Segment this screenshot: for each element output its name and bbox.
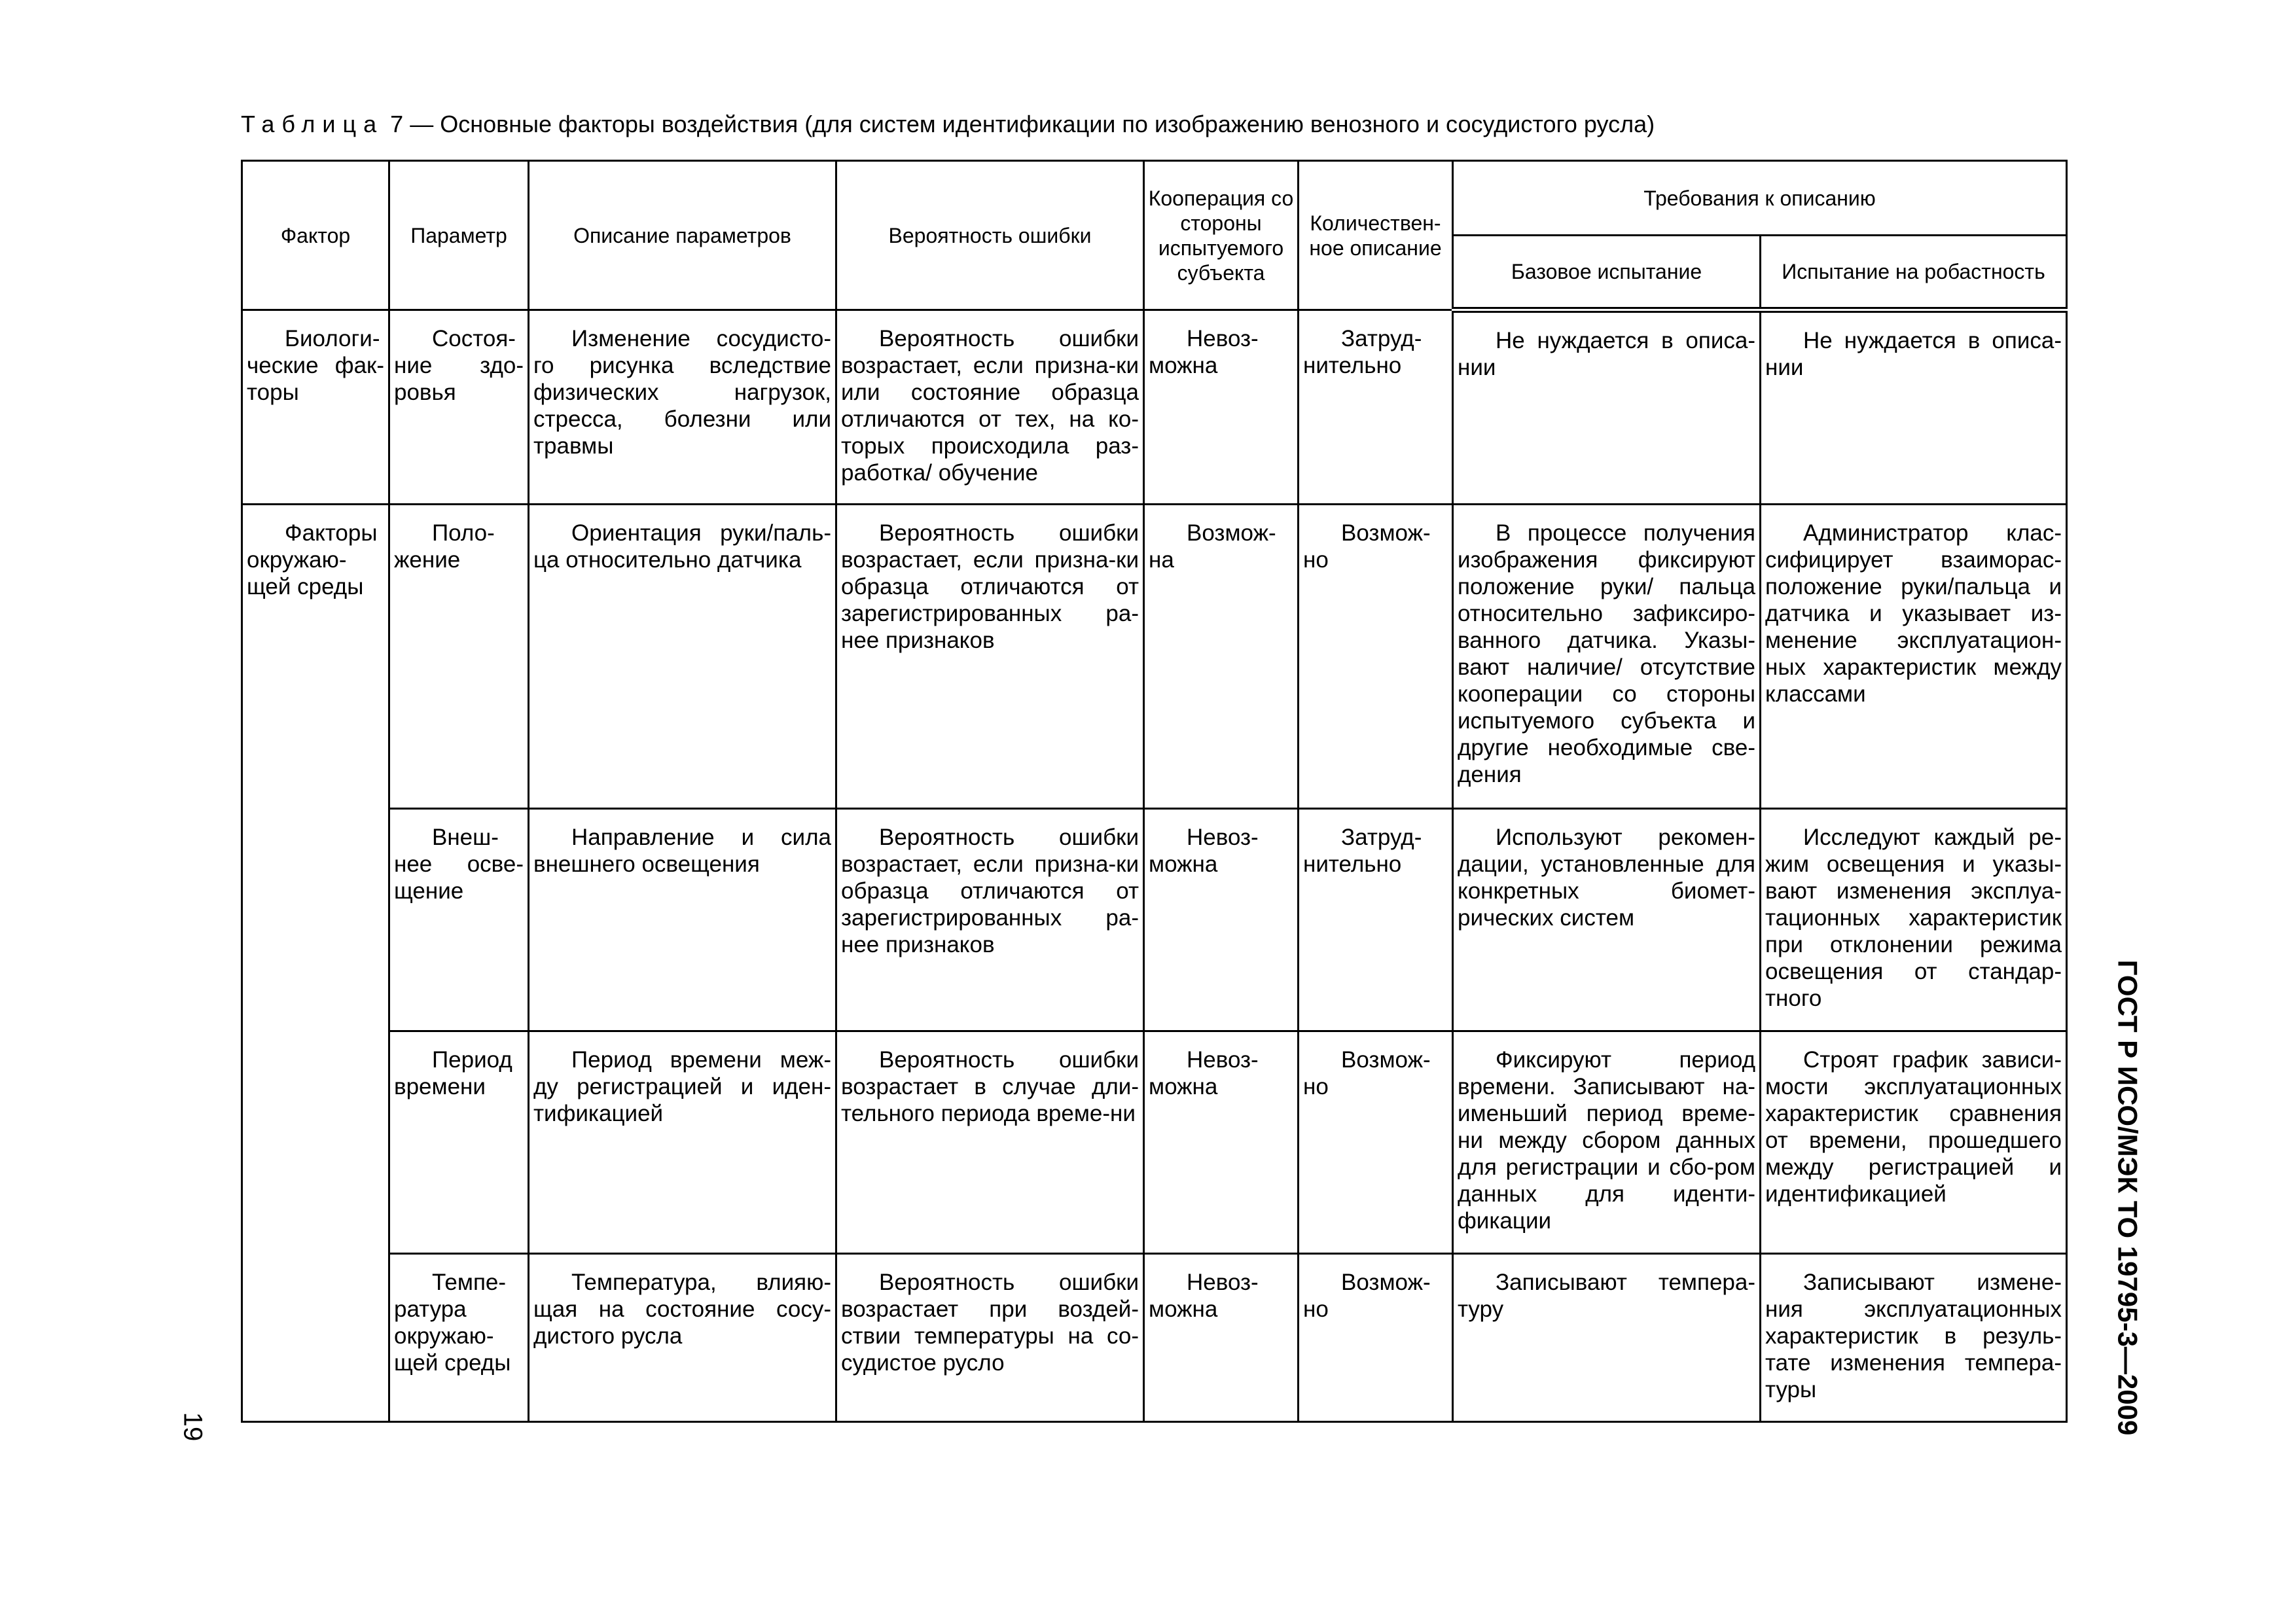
- header-requirements: Требования к описанию: [1453, 161, 2067, 236]
- cell-error: Вероятность ошибки возрастает, если призна-ки или состояние образца отличаются от тех, на ко-торых происходила раз-работка/ обучение: [836, 310, 1144, 505]
- cell-parameter: Внеш-нее осве-щение: [389, 809, 529, 1031]
- cell-quantitative: Затруд-нительно: [1299, 310, 1453, 505]
- cell-quantitative: Возмож-но: [1299, 1031, 1453, 1254]
- cell-parameter: Состоя-ние здо-ровья: [389, 310, 529, 505]
- cell-parameter: Поло-жение: [389, 505, 529, 809]
- table-row: [242, 505, 2067, 809]
- cell-basic: Фиксируют период времени. Записывают на-именьший период време-ни между сбором данных для регистрации и сбо-ром данных для иденти-фикации: [1453, 1031, 1761, 1254]
- cell-error: Вероятность ошибки возрастает, если призна-ки образца отличаются от зарегистрированных ра-нее признаков: [836, 505, 1144, 809]
- table-row: [242, 809, 2067, 1031]
- cell-basic: Используют рекомен-дации, установленные для конкретных биомет-рических систем: [1453, 809, 1761, 1031]
- cell-robust: Администратор клас-сифицирует взаиморас-положение руки/пальца и датчика и указывает из-менение эксплуатацион-ных характеристик между классами: [1761, 505, 2067, 809]
- cell-description: Направление и сила внешнего освещения: [529, 809, 836, 1031]
- cell-error: Вероятность ошибки возрастает в случае дли-тельного периода време-ни: [836, 1031, 1144, 1254]
- page-number: 19: [178, 1412, 207, 1442]
- table-row: [242, 310, 2067, 505]
- cell-basic: В процессе получения изображения фиксируют положение руки/ пальца относительно зафиксиро-ванного датчика. Указы-вают наличие/ отсутствие кооперации со стороны испытуемого субъекта и другие необходимые све-дения: [1453, 505, 1761, 809]
- cell-description: Изменение сосудисто-го рисунка вследствие физических нагрузок, стресса, болезни или травмы: [529, 310, 836, 505]
- cell-error: Вероятность ошибки возрастает, если призна-ки образца отличаются от зарегистрированных ра-нее признаков: [836, 809, 1144, 1031]
- header-robustness-test: Испытание на робастность: [1761, 236, 2067, 310]
- header-quantitative: Количествен-ное описание: [1299, 161, 1453, 310]
- table-row: [242, 1254, 2067, 1422]
- cell-parameter: Период времени: [389, 1031, 529, 1254]
- document-designation: ГОСТ Р ИСО/МЭК ТО 19795-3—2009: [2111, 959, 2143, 1436]
- header-factor: Фактор: [242, 161, 389, 310]
- cell-description: Ориентация руки/паль-ца относительно датчика: [529, 505, 836, 809]
- cell-robust: Строят график зависи-мости эксплуатационных характеристик сравнения от времени, прошедшего между регистрацией и идентификацией: [1761, 1031, 2067, 1254]
- cell-basic: Не нуждается в описа-нии: [1453, 310, 1761, 505]
- cell-description: Период времени меж-ду регистрацией и иден-тификацией: [529, 1031, 836, 1254]
- header-cooperation: Кооперация со стороны испытуемого субъекта: [1144, 161, 1299, 310]
- cell-quantitative: Возмож-но: [1299, 505, 1453, 809]
- cell-robust: Не нуждается в описа-нии: [1761, 310, 2067, 505]
- cell-description: Температура, влияю-щая на состояние сосу-дистого русла: [529, 1254, 836, 1422]
- cell-cooperation: Невоз-можна: [1144, 1031, 1299, 1254]
- table-caption: [241, 113, 1655, 136]
- cell-robust: Записывают измене-ния эксплуатационных характеристик в резуль-тате изменения темпера-туры: [1761, 1254, 2067, 1422]
- cell-factor: Факторы окружаю-щей среды: [242, 505, 389, 1422]
- header-description: Описание параметров: [529, 161, 836, 310]
- cell-quantitative: Затруд-нительно: [1299, 809, 1453, 1031]
- cell-error: Вероятность ошибки возрастает при воздей-ствии температуры на со-судистое русло: [836, 1254, 1144, 1422]
- cell-factor: Биологи-ческие фак-торы: [242, 310, 389, 505]
- cell-quantitative: Возмож-но: [1299, 1254, 1453, 1422]
- cell-basic: Записывают темпера-туру: [1453, 1254, 1761, 1422]
- cell-cooperation: Невоз-можна: [1144, 310, 1299, 505]
- table-caption-label: Таблица: [241, 111, 384, 137]
- cell-cooperation: Невоз-можна: [1144, 809, 1299, 1031]
- cell-robust: Исследуют каждый ре-жим освещения и указы-вают изменения эксплуа-тационных характеристик при отклонении режима освещения от стандар-тного: [1761, 809, 2067, 1031]
- cell-cooperation: Невоз-можна: [1144, 1254, 1299, 1422]
- factors-table: [241, 160, 2068, 1423]
- cell-cooperation: Возмож-на: [1144, 505, 1299, 809]
- header-parameter: Параметр: [389, 161, 529, 310]
- header-error-probability: Вероятность ошибки: [836, 161, 1144, 310]
- table-caption-text: 7 — Основные факторы воздействия (для систем идентификации по изображению венозного и сосудистого русла): [390, 111, 1655, 137]
- header-basic-test: Базовое испытание: [1453, 236, 1761, 310]
- table-row: [242, 1031, 2067, 1254]
- cell-parameter: Темпе-ратура окружаю-щей среды: [389, 1254, 529, 1422]
